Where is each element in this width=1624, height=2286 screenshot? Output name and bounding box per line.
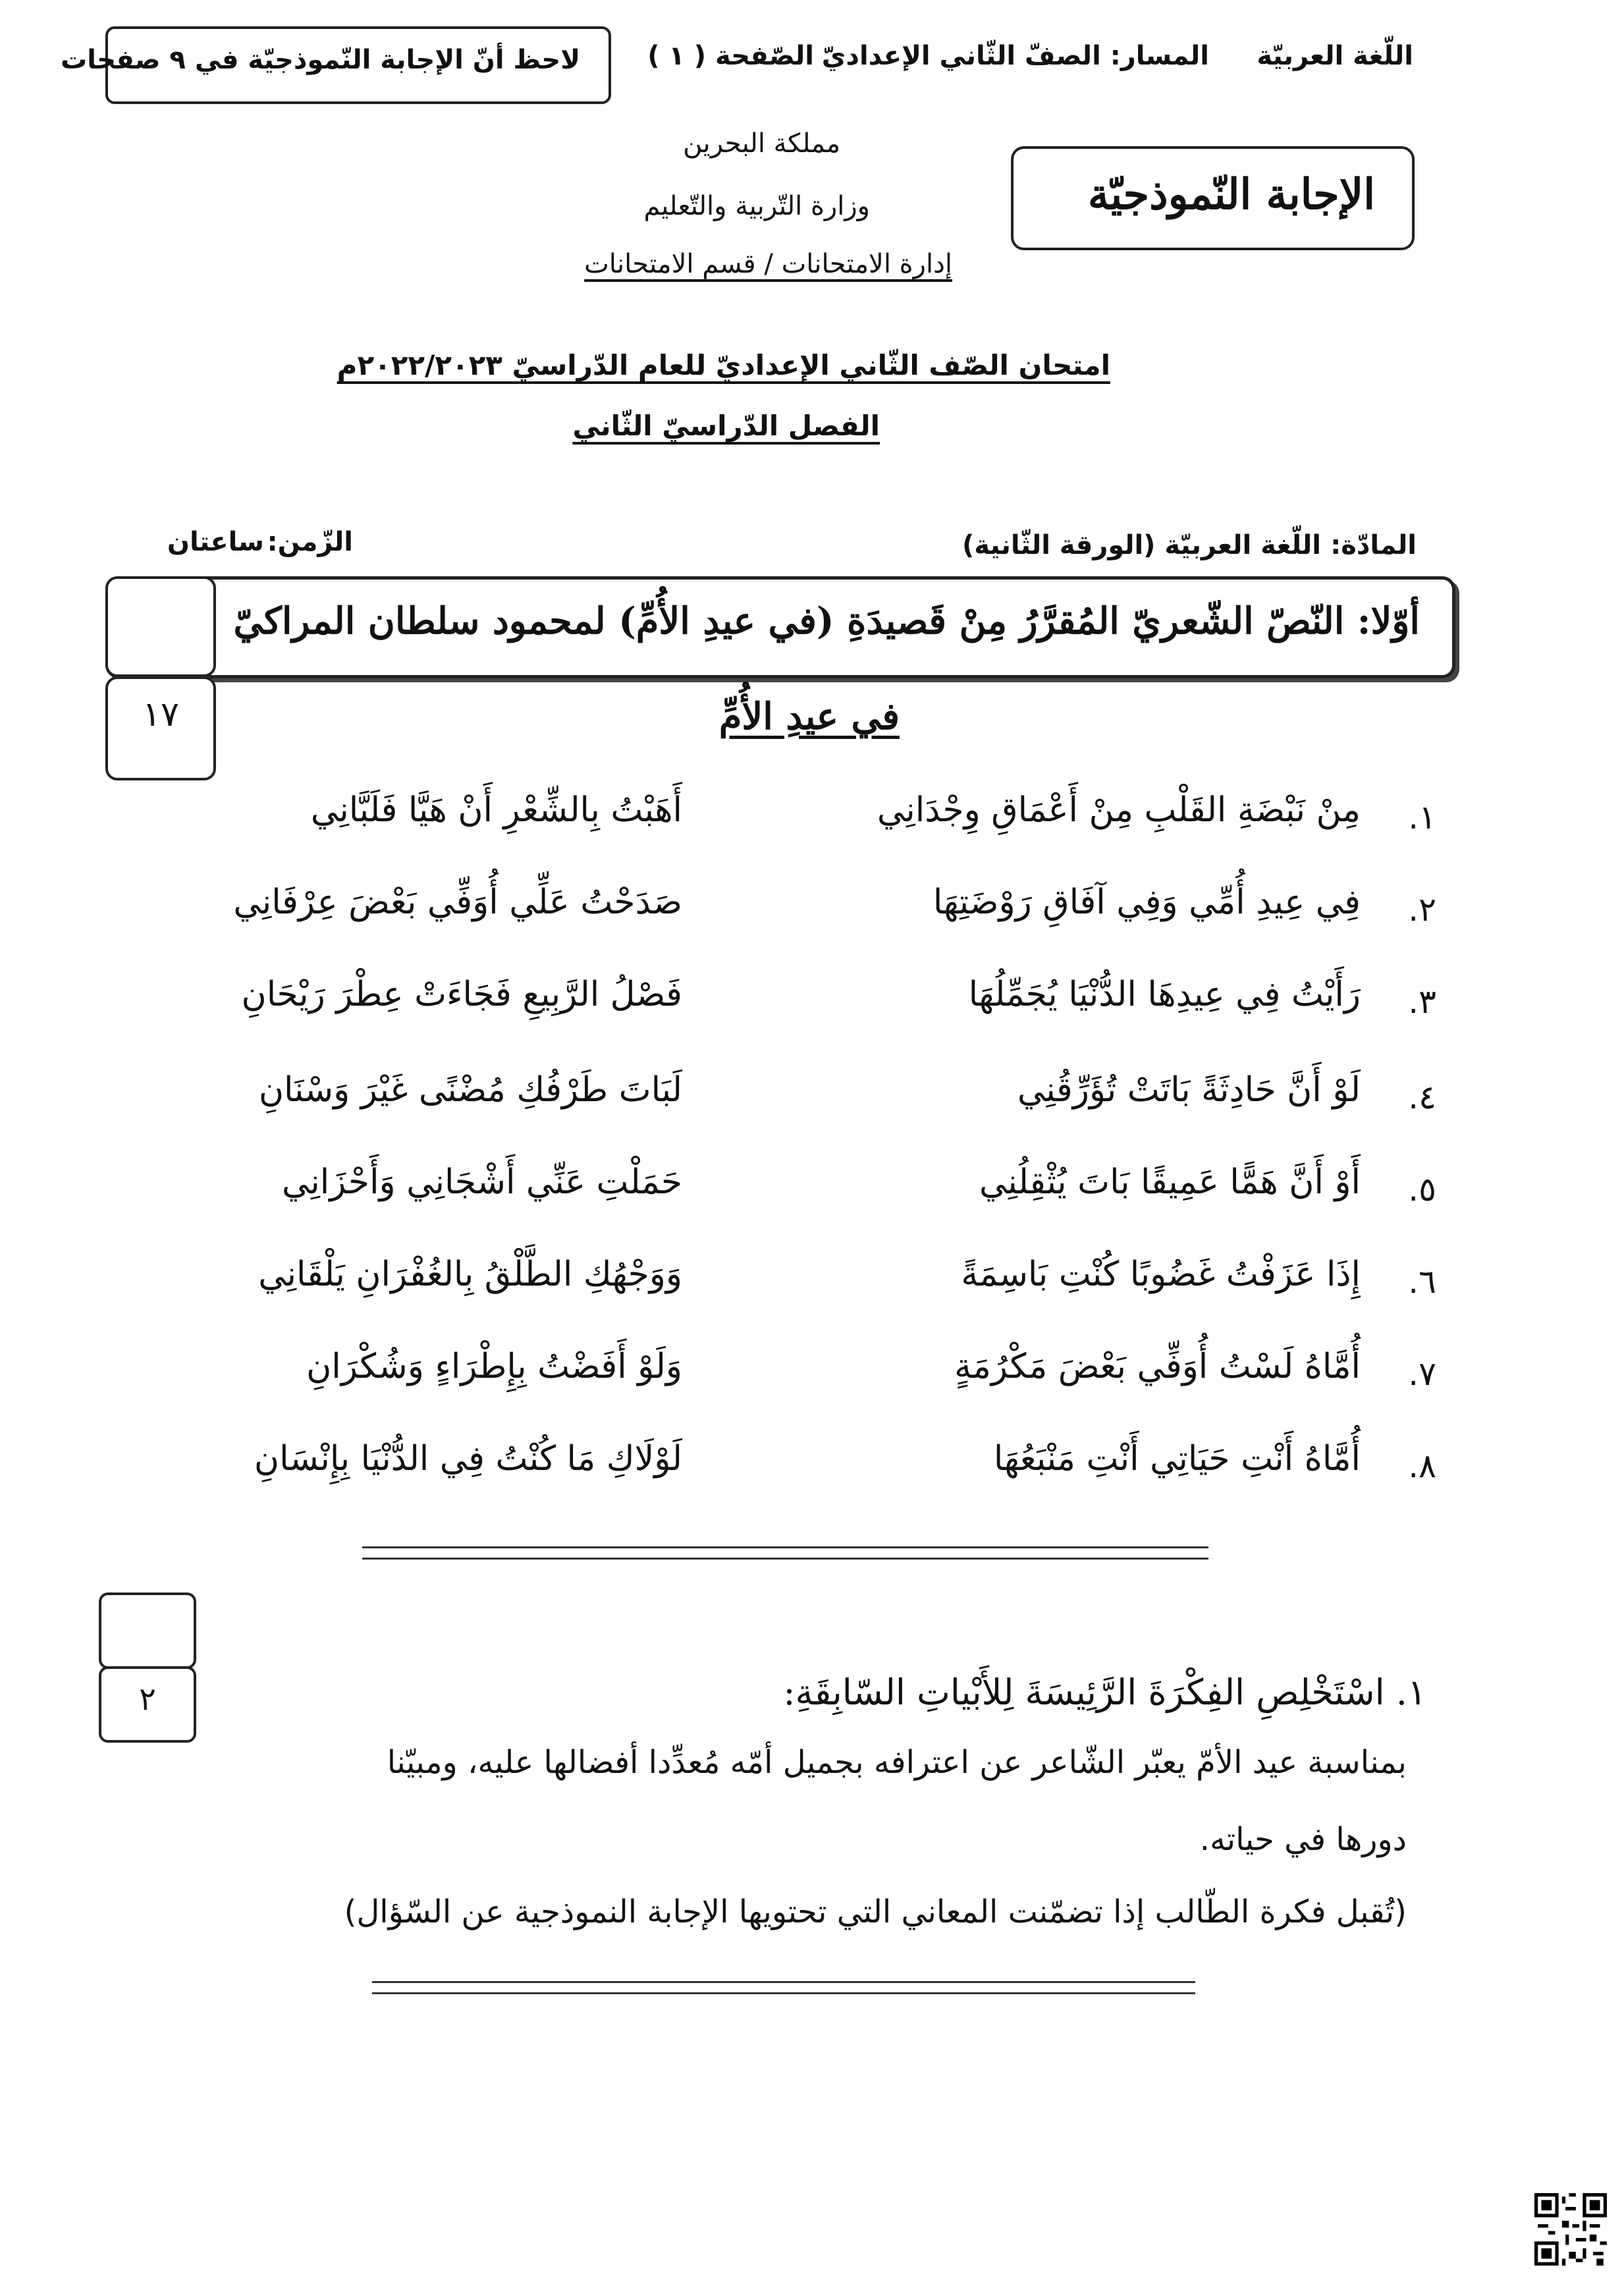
time-value: ساعتان — [167, 527, 264, 557]
ministry-name: وزارة التّربية والتّعليم — [643, 191, 870, 221]
verse-second-hemistich: فَصْلُ الرَّبِيعِ فَجَاءَتْ عِطْرَ رَيْحَانِ — [241, 975, 682, 1014]
header-track: المسار: الصفّ الثّاني الإعداديّ — [821, 41, 1209, 71]
question-prompt: ١. اسْتَخْلِصِ الفِكْرَةَ الرَّئِيسَةَ لِلأَبْياتِ السّابِقَةِ: — [783, 1672, 1426, 1713]
verse-second-hemistich: وَلَوْ أَفَضْتُ بِإِطْرَاءٍ وَشُكْرَانِ — [306, 1347, 682, 1386]
poem-title: في عيدِ الأُمِّ — [718, 695, 900, 738]
verse-number: ٤. — [1408, 1078, 1436, 1116]
verse-first-hemistich: أُمَّاهُ أَنْتِ حَيَاتِي أَنْتِ مَنْبَعُهَا — [993, 1439, 1361, 1479]
subject-value: اللّغة العربيّة (الورقة الثّانية) — [962, 530, 1321, 560]
exam-title: امتحان الصّف الثّاني الإعداديّ للعام الدّراسيّ ٢٠٢٢/٢٠٢٣م — [337, 349, 1110, 381]
verse-number: ٢. — [1408, 890, 1436, 929]
verse-second-hemistich: صَدَحْتُ عَلِّي أُوَفِّي بَعْضَ عِرْفَانِي — [233, 883, 682, 922]
verse-second-hemistich: لَبَاتَ طَرْفُكِ مُضْنًى غَيْرَ وَسْنَانِ — [258, 1070, 682, 1110]
section-score-blank-box — [105, 576, 216, 677]
answer-line-2: دورها في حياته. — [1199, 1821, 1407, 1858]
kingdom-name: مملكة البحرين — [683, 128, 840, 159]
verse-second-hemistich: أَهَبْتُ بِالشِّعْرِ أَنْ هَيَّا فَلَبَّانِي — [310, 790, 682, 830]
department-name: إدارة الامتحانات / قسم الامتحانات — [584, 249, 952, 279]
answer-note: (تُقبل فكرة الطّالب إذا تضمّنت المعاني التي تحتويها الإجابة النموذجية عن السّؤال) — [344, 1893, 1407, 1930]
verse-first-hemistich: فِي عِيدِ أُمِّي وَفِي آفَاقِ رَوْضَتِهَا — [933, 883, 1361, 922]
header-note: لاحظ أنّ الإجابة النّموذجيّة في ٩ صفحات — [61, 45, 580, 75]
exam-semester: الفصل الدّراسيّ الثّاني — [572, 410, 880, 442]
verse-second-hemistich: وَوَجْهُكِ الطَّلْقُ بِالغُفْرَانِ يَلْقَانِي — [258, 1255, 682, 1294]
header-subject: اللّغة العربيّة — [1257, 41, 1413, 71]
verse-number: ١. — [1408, 798, 1436, 836]
model-answer-label: الإجابة النّموذجيّة — [1087, 170, 1375, 219]
question-score: ٢ — [139, 1681, 156, 1718]
verse-first-hemistich: لَوْ أَنَّ حَادِثَةً بَاتَتْ تُؤَرِّقُنِي — [1017, 1070, 1361, 1110]
question-divider — [372, 1981, 1195, 1994]
time-label: الزّمن: — [267, 527, 353, 557]
verse-number: ٥. — [1408, 1170, 1436, 1209]
section-score: ١٧ — [142, 695, 179, 734]
verse-number: ٨. — [1408, 1447, 1436, 1485]
verse-second-hemistich: حَمَلْتِ عَنِّي أَشْجَانِي وَأَحْزَانِي — [281, 1162, 682, 1202]
verse-second-hemistich: لَوْلَاكِ مَا كُنْتُ فِي الدُّنْيَا بِإِنْسَانِ — [254, 1439, 682, 1479]
verse-first-hemistich: مِنْ نَبْضَةِ القَلْبِ مِنْ أَعْمَاقِ وِجْدَانِي — [877, 790, 1361, 830]
header-page: الصّفحة ( ١ ) — [647, 41, 814, 71]
verse-first-hemistich: رَأَيْتُ فِي عِيدِهَا الدُّنْيَا يُجَمِّلُهَا — [968, 975, 1361, 1014]
section-heading: أوّلا: النّصّ الشّعريّ المُقرَّرُ مِنْ قَصيدَةِ (في عيدِ الأُمِّ) لمحمود سلطان المراكيّ — [233, 599, 1420, 643]
section-divider — [362, 1546, 1208, 1560]
subject-label: المادّة: — [1330, 530, 1417, 560]
verse-first-hemistich: إِذَا عَزَفْتُ غَضُوبًا كُنْتِ بَاسِمَةً — [961, 1255, 1361, 1294]
answer-line-1: بمناسبة عيد الأمّ يعبّر الشّاعر عن اعترافه بجميل أمّه مُعدِّدا أفضالها عليه، ومبيّنا — [387, 1744, 1407, 1781]
verse-first-hemistich: أُمَّاهُ لَسْتُ أُوَفِّي بَعْضَ مَكْرُمَةٍ — [954, 1347, 1361, 1386]
qr-code-icon — [1534, 2193, 1607, 2266]
verse-number: ٧. — [1408, 1355, 1436, 1393]
verse-first-hemistich: أَوْ أَنَّ هَمًّا عَمِيقًا بَاتَ يُثْقِلُنِي — [979, 1162, 1361, 1202]
verse-number: ٦. — [1408, 1263, 1436, 1301]
verse-number: ٣. — [1408, 983, 1436, 1021]
question-score-blank-box — [99, 1592, 196, 1669]
